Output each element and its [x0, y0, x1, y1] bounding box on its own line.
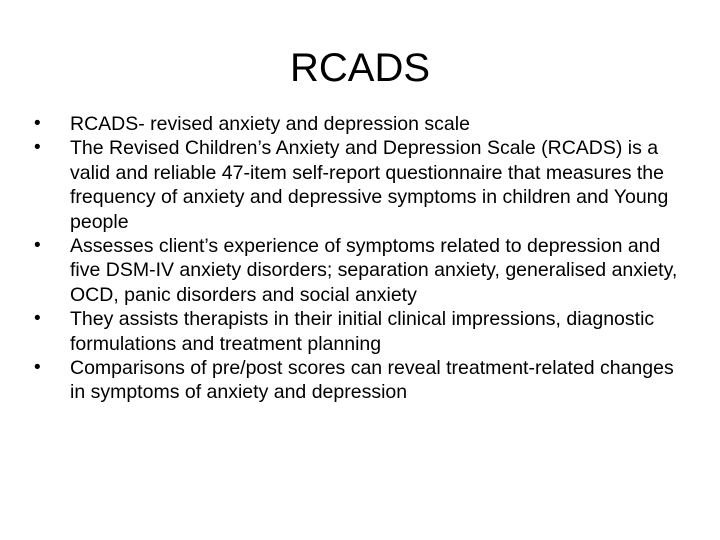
list-item: [34, 112, 684, 136]
bullet-text: They assists therapists in their initial clinical impressions, diagnostic formulations and treatment planning: [70, 308, 655, 355]
bullet-text: RCADS- revised anxiety and depression scale: [70, 113, 470, 135]
list-item: [34, 307, 684, 356]
list-item: [34, 356, 684, 405]
bullet-text: Comparisons of pre/post scores can reveal treatment-related changes in symptoms of anxiety and depression: [70, 357, 674, 404]
list-item: [34, 136, 684, 234]
slide-title: RCADS: [289, 46, 431, 90]
bullet-icon: •: [34, 137, 41, 159]
list-item: [34, 234, 684, 307]
bullet-list: [34, 112, 684, 405]
bullet-icon: •: [34, 235, 41, 257]
bullet-text: The Revised Children’s Anxiety and Depression Scale (RCADS) is a valid and reliable 47-item self-report questionnaire that measures the frequency of anxiety and depressive symptoms in children and Young people: [70, 137, 669, 233]
bullet-text: Assesses client’s experience of symptoms related to depression and five DSM-IV anxiety disorders; separation anxiety, generalised anxiety, OCD, panic disorders and social anxiety: [70, 235, 678, 306]
bullet-icon: •: [34, 113, 41, 134]
bullet-icon: •: [34, 308, 41, 330]
bullet-icon: •: [34, 357, 41, 379]
